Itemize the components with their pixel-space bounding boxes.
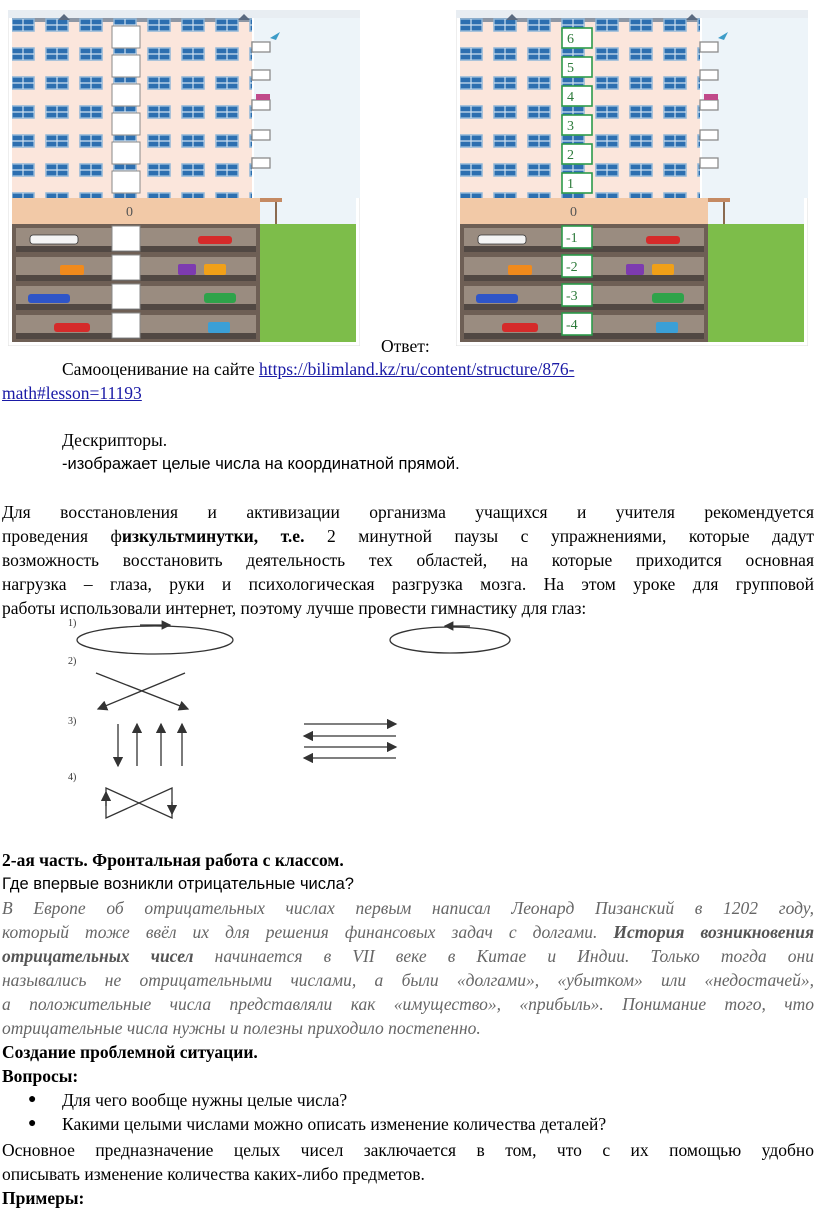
svg-text:4): 4) <box>68 772 77 783</box>
basement-box-3 <box>562 284 592 306</box>
left-ground-label <box>126 205 133 220</box>
examples-heading: Примеры: <box>2 1188 85 1208</box>
exercise-label-4 <box>68 772 76 783</box>
history-line3 <box>2 944 814 968</box>
svg-text:3: 3 <box>567 119 574 134</box>
history-line2-start: который тоже ввёл их для решения финансовых задач с долгами. <box>2 922 614 942</box>
svg-text:0: 0 <box>570 205 577 220</box>
svg-text:-2: -2 <box>566 260 578 275</box>
question-item-2: Какими целыми числами можно описать изменение количества деталей? <box>62 1114 607 1134</box>
questions-heading: Вопросы: <box>2 1066 79 1086</box>
ellipse-counterclockwise <box>390 627 510 653</box>
svg-text:-4: -4 <box>566 318 578 333</box>
floor-box-2 <box>562 144 592 164</box>
left-building-illustration <box>8 10 360 346</box>
history-line4: назывались не отрицательными числами, а были «долгами», «убытком» или «недостачей», <box>2 970 814 990</box>
svg-text:2: 2 <box>567 148 574 163</box>
floor-box-5 <box>562 57 592 77</box>
bilimland-link-continuation[interactable]: math#lesson=11193 <box>2 383 142 403</box>
floor-box-6 <box>562 28 592 48</box>
answer-label: Ответ: <box>381 336 430 356</box>
history-line1: В Европе об отрицательных числах первым написал Леонард Пизанский в 1202 году, <box>2 898 814 918</box>
history-line5: а положительные числа представляли как «имущество», «прибыль». Понимание того, что <box>2 994 814 1014</box>
para1-line2-start: проведения ф <box>2 526 122 546</box>
svg-text:4: 4 <box>567 90 574 105</box>
svg-text:3): 3) <box>68 716 77 727</box>
question-item-1: Для чего вообще нужны целые числа? <box>62 1090 348 1110</box>
para1-line2-end: 2 минутной паузы с упражнениями, которые дадут <box>304 526 814 546</box>
part2-question: Где впервые возникли отрицательные числа? <box>2 875 354 893</box>
svg-text:-1: -1 <box>566 231 578 246</box>
history-term: История возникновения <box>613 922 815 942</box>
ellipse-clockwise <box>77 626 233 654</box>
para1-line1: Для восстановления и активизации организма учащихся и учителя рекомендуется <box>2 502 814 522</box>
basement-box-2 <box>562 255 592 277</box>
history-line6: отрицательные числа нужны и полезны приходило постепенно. <box>2 1018 481 1038</box>
basement-box-4 <box>562 313 592 335</box>
svg-text:1: 1 <box>567 177 574 192</box>
para1-line4: нагрузка – глаза, руки и психологическая разгрузка мозга. На этом уроке для групповой <box>2 574 814 594</box>
exercise-label-2 <box>68 656 76 667</box>
floor-box-1 <box>562 173 592 193</box>
bullet-icon: ● <box>28 1116 37 1131</box>
history-line3-end: начинается в VII веке в Китае и Индии. Только тогда они <box>193 946 814 966</box>
svg-text:0: 0 <box>126 205 133 220</box>
para1-line2 <box>2 524 814 548</box>
right-ground-label <box>570 205 577 220</box>
svg-text:6: 6 <box>567 32 574 47</box>
conclusion-line2: описывать изменение количества каких-либо предметов. <box>2 1164 425 1184</box>
history-line2 <box>2 920 814 944</box>
eye-exercise-diagram <box>60 616 520 828</box>
self-assessment-line <box>62 357 574 381</box>
svg-text:1): 1) <box>68 618 77 629</box>
hourglass-path <box>106 788 172 818</box>
descriptor-item: -изображает целые числа на координатной прямой. <box>62 455 460 473</box>
negative-numbers-term: отрицательных чисел <box>2 946 194 966</box>
conclusion-line1: Основное предназначение целых чисел заключается в том, что с их помощью удобно <box>2 1140 814 1160</box>
fizkultminutka-term: изкультминутки, т.е. <box>121 526 305 546</box>
svg-text:2): 2) <box>68 656 77 667</box>
svg-text:5: 5 <box>567 61 574 76</box>
floor-box-4 <box>562 86 592 106</box>
basement-box-1 <box>562 226 592 248</box>
floor-box-3 <box>562 115 592 135</box>
bilimland-link[interactable]: https://bilimland.kz/ru/content/structure/876- <box>258 359 575 379</box>
exercise-label-1 <box>68 618 76 629</box>
svg-text:-3: -3 <box>566 289 578 304</box>
self-assessment-link-continuation <box>2 381 142 405</box>
part2-heading: 2-ая часть. Фронтальная работа с классом. <box>2 850 344 870</box>
para1-line5: работы использовали интернет, поэтому лучше провести гимнастику для глаз: <box>2 598 587 618</box>
descriptors-title: Дескрипторы. <box>62 430 168 450</box>
right-building-illustration <box>456 10 808 346</box>
self-assessment-prefix: Самооценивание на сайте <box>62 359 259 379</box>
bullet-icon: ● <box>28 1092 37 1107</box>
para1-line3: возможность восстановить деятельность тех областей, на которые приходится основная <box>2 550 814 570</box>
problem-heading: Создание проблемной ситуации. <box>2 1042 258 1062</box>
exercise-label-3 <box>68 716 76 727</box>
